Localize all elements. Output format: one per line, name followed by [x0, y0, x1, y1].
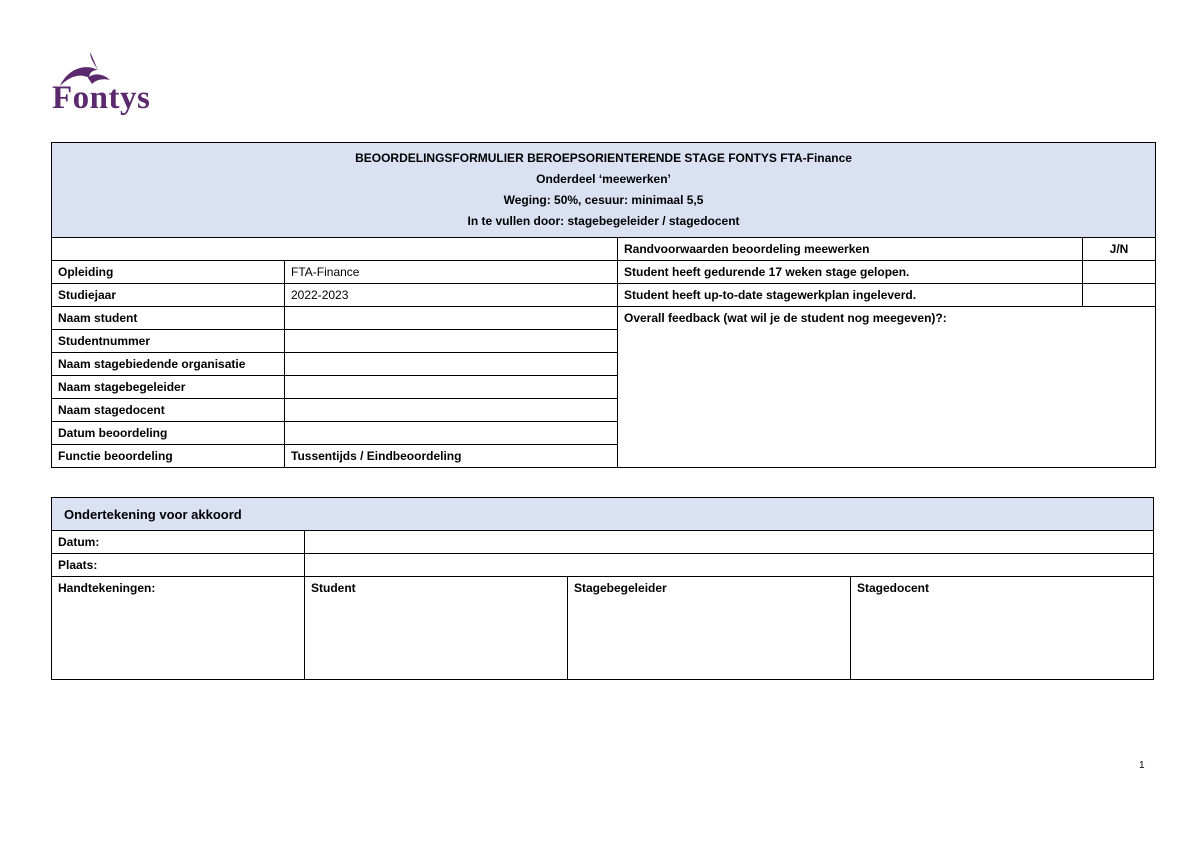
- condition-yn-field[interactable]: [1083, 261, 1156, 284]
- yn-header: J/N: [1083, 238, 1156, 261]
- form-subtitle: Onderdeel ‘meewerken’: [536, 172, 671, 186]
- row-label: Functie beoordeling: [52, 445, 285, 468]
- row-label: Studentnummer: [52, 330, 285, 353]
- row-label: Naam stagebiedende organisatie: [52, 353, 285, 376]
- signature-header: Ondertekening voor akkoord: [52, 498, 1154, 531]
- row-label: Naam stagebegeleider: [52, 376, 285, 399]
- row-value-field[interactable]: [285, 422, 618, 445]
- blank-header-cell: [52, 238, 618, 261]
- condition-yn-field[interactable]: [1083, 284, 1156, 307]
- row-label: Naam student: [52, 307, 285, 330]
- condition-text: Student heeft up-to-date stagewerkplan ingeleverd.: [618, 284, 1083, 307]
- form-filled-by: In te vullen door: stagebegeleider / stagedocent: [467, 214, 740, 228]
- date-label: Datum:: [52, 531, 305, 554]
- row-label: Studiejaar: [52, 284, 285, 307]
- supervisor-signature-field[interactable]: Stagebegeleider: [568, 577, 851, 680]
- place-label: Plaats:: [52, 554, 305, 577]
- row-label: Opleiding: [52, 261, 285, 284]
- signature-table: [51, 497, 1154, 680]
- row-value-field[interactable]: [285, 376, 618, 399]
- logo-text: Fontys: [52, 80, 151, 116]
- row-value-field[interactable]: Tussentijds / Eindbeoordeling: [285, 445, 618, 468]
- row-value-field[interactable]: [285, 330, 618, 353]
- form-weighting: Weging: 50%, cesuur: minimaal 5,5: [503, 193, 704, 207]
- row-value-field[interactable]: [285, 353, 618, 376]
- date-field[interactable]: [305, 531, 1154, 554]
- feedback-label: Overall feedback (wat wil je de student nog meegeven)?:: [624, 311, 947, 325]
- row-label: Naam stagedocent: [52, 399, 285, 422]
- condition-text: Student heeft gedurende 17 weken stage gelopen.: [618, 261, 1083, 284]
- row-value-field[interactable]: FTA-Finance: [285, 261, 618, 284]
- form-title: BEOORDELINGSFORMULIER BEROEPSORIENTERENDE STAGE FONTYS FTA-Finance: [355, 151, 852, 165]
- overall-feedback-field[interactable]: [618, 307, 1156, 468]
- assessment-form-table: [51, 142, 1156, 468]
- row-value-field[interactable]: [285, 399, 618, 422]
- form-header: [52, 143, 1156, 238]
- place-field[interactable]: [305, 554, 1154, 577]
- row-label: Datum beoordeling: [52, 422, 285, 445]
- page-number: 1: [1139, 760, 1145, 771]
- signatures-label: Handtekeningen:: [52, 577, 305, 680]
- student-signature-field[interactable]: Student: [305, 577, 568, 680]
- row-value-field[interactable]: 2022-2023: [285, 284, 618, 307]
- row-value-field[interactable]: [285, 307, 618, 330]
- teacher-signature-field[interactable]: Stagedocent: [851, 577, 1154, 680]
- conditions-header: Randvoorwaarden beoordeling meewerken: [618, 238, 1083, 261]
- fontys-logo: [48, 50, 173, 122]
